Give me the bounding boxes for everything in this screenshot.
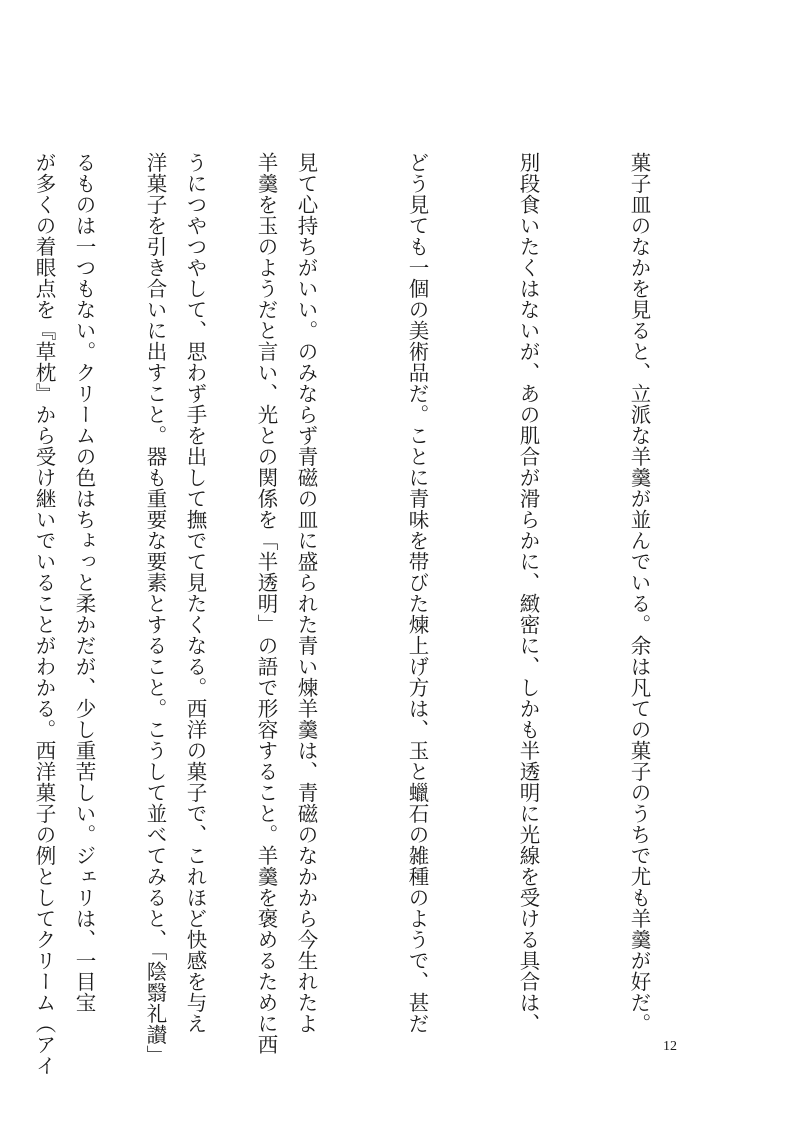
page-number: 12 <box>663 1039 677 1054</box>
quote-line: 菓子皿のなかを見ると、立派な羊羹が並んでいる。余は凡ての菓子のうちで尤も羊羹が好だ。 <box>627 152 651 1034</box>
commentary-paragraph <box>0 152 358 1076</box>
quote-line: うにつやつやして、思わず手を出して撫でて見たくなる。西洋の菓子で、これほど快感を与え <box>183 152 207 1034</box>
quote-line: るものは一つもない。クリームの色はちょっと柔かだが、少し重苦しい。ジェリは、一目宝 <box>72 152 96 1013</box>
commentary-line: 羊羹を玉のようだと言い、光との関係を「半透明」の語で形容すること。羊羹を褒めるために西 <box>254 152 278 1055</box>
commentary-line: 洋菓子を引き合いに出すこと。器も重要な要素とすること。こうして並べてみると、「陰翳礼讃」 <box>143 152 167 1066</box>
commentary-line: が多くの着眼点を『草枕』から受け継いでいることがわかる。西洋菓子の例としてクリーム（アイ <box>32 152 56 1076</box>
quote-line: 別段食いたくはないが、あの肌合が滑らかに、緻密に、しかも半透明に光線を受ける具合は、 <box>516 152 540 1034</box>
quote-line: どう見ても一個の美術品だ。ことに青味を帯びた煉上げ方は、玉と蠟石の雑種のようで、甚だ <box>405 152 429 1034</box>
quote-line: 見て心持ちがいい。のみならず青磁の皿に盛られた青い煉羊羹は、青磁のなかから今生れたよ <box>294 152 318 1034</box>
